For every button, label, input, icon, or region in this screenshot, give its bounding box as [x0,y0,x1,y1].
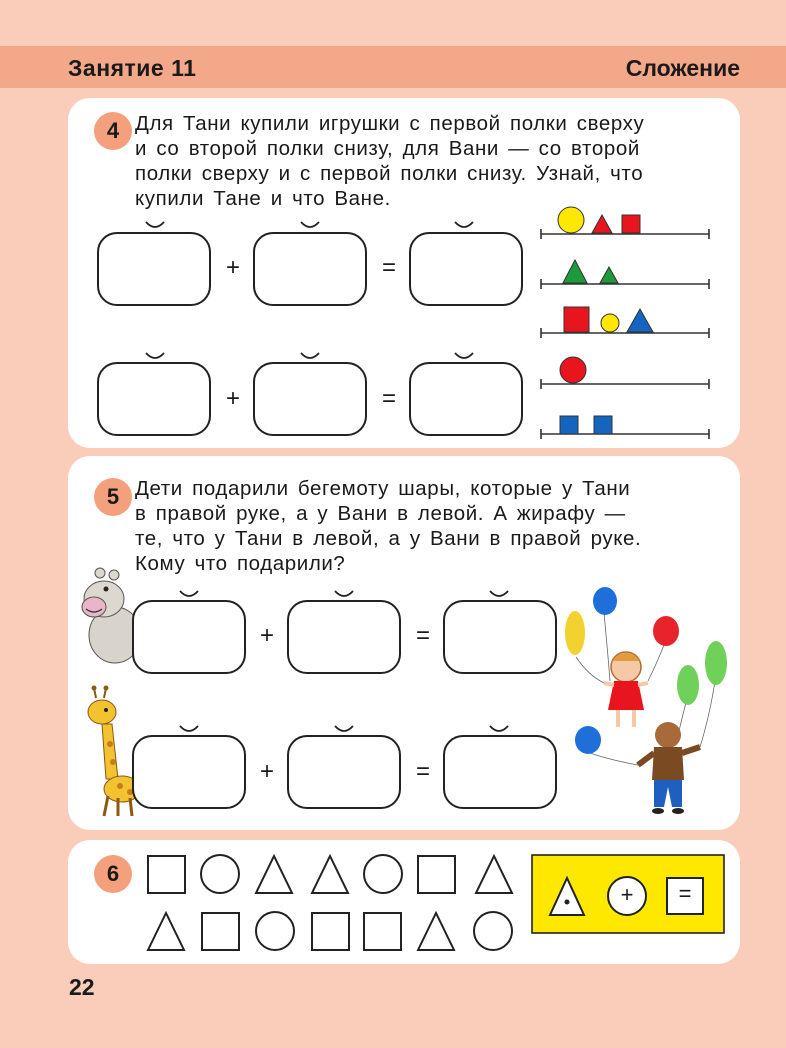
topic-title: Сложение [625,55,740,81]
task4-row1-plus: + [225,254,240,281]
task4-row1-equals: = [381,254,396,281]
task5-line-3: те, что у Тани в левой, а у Вани в правой руке. [135,527,642,550]
task4-line-4: купили Тане и что Ване. [135,187,391,210]
lesson-title: Занятие 11 [68,55,197,81]
task5-row2-equals: = [415,758,430,785]
task5-line-4: Кому что подарили? [135,552,346,575]
task4-line-2: и со второй полки снизу, для Вани — со второй [135,137,640,160]
task4-line-1: Для Тани купили игрушки с первой полки сверху [135,112,645,135]
page-number: 22 [69,974,95,1000]
task5-row1-plus: + [259,622,274,649]
legend-equals: = [678,881,692,906]
task5-number: 5 [94,478,132,516]
legend-plus: + [620,882,634,907]
task5-line-1: Дети подарили бегемоту шары, которые у Тани [135,477,631,500]
task4-row2-plus: + [225,385,240,412]
task5-row1-equals: = [415,622,430,649]
task5-row2-plus: + [259,758,274,785]
task5-line-2: в правой руке, а у Вани в левой. А жирафу — [135,502,626,525]
task4-number: 4 [94,112,132,150]
task4-line-3: полки сверху и с первой полки снизу. Узнай, что [135,162,644,185]
task4-row2-equals: = [381,385,396,412]
task6-number: 6 [94,855,132,893]
